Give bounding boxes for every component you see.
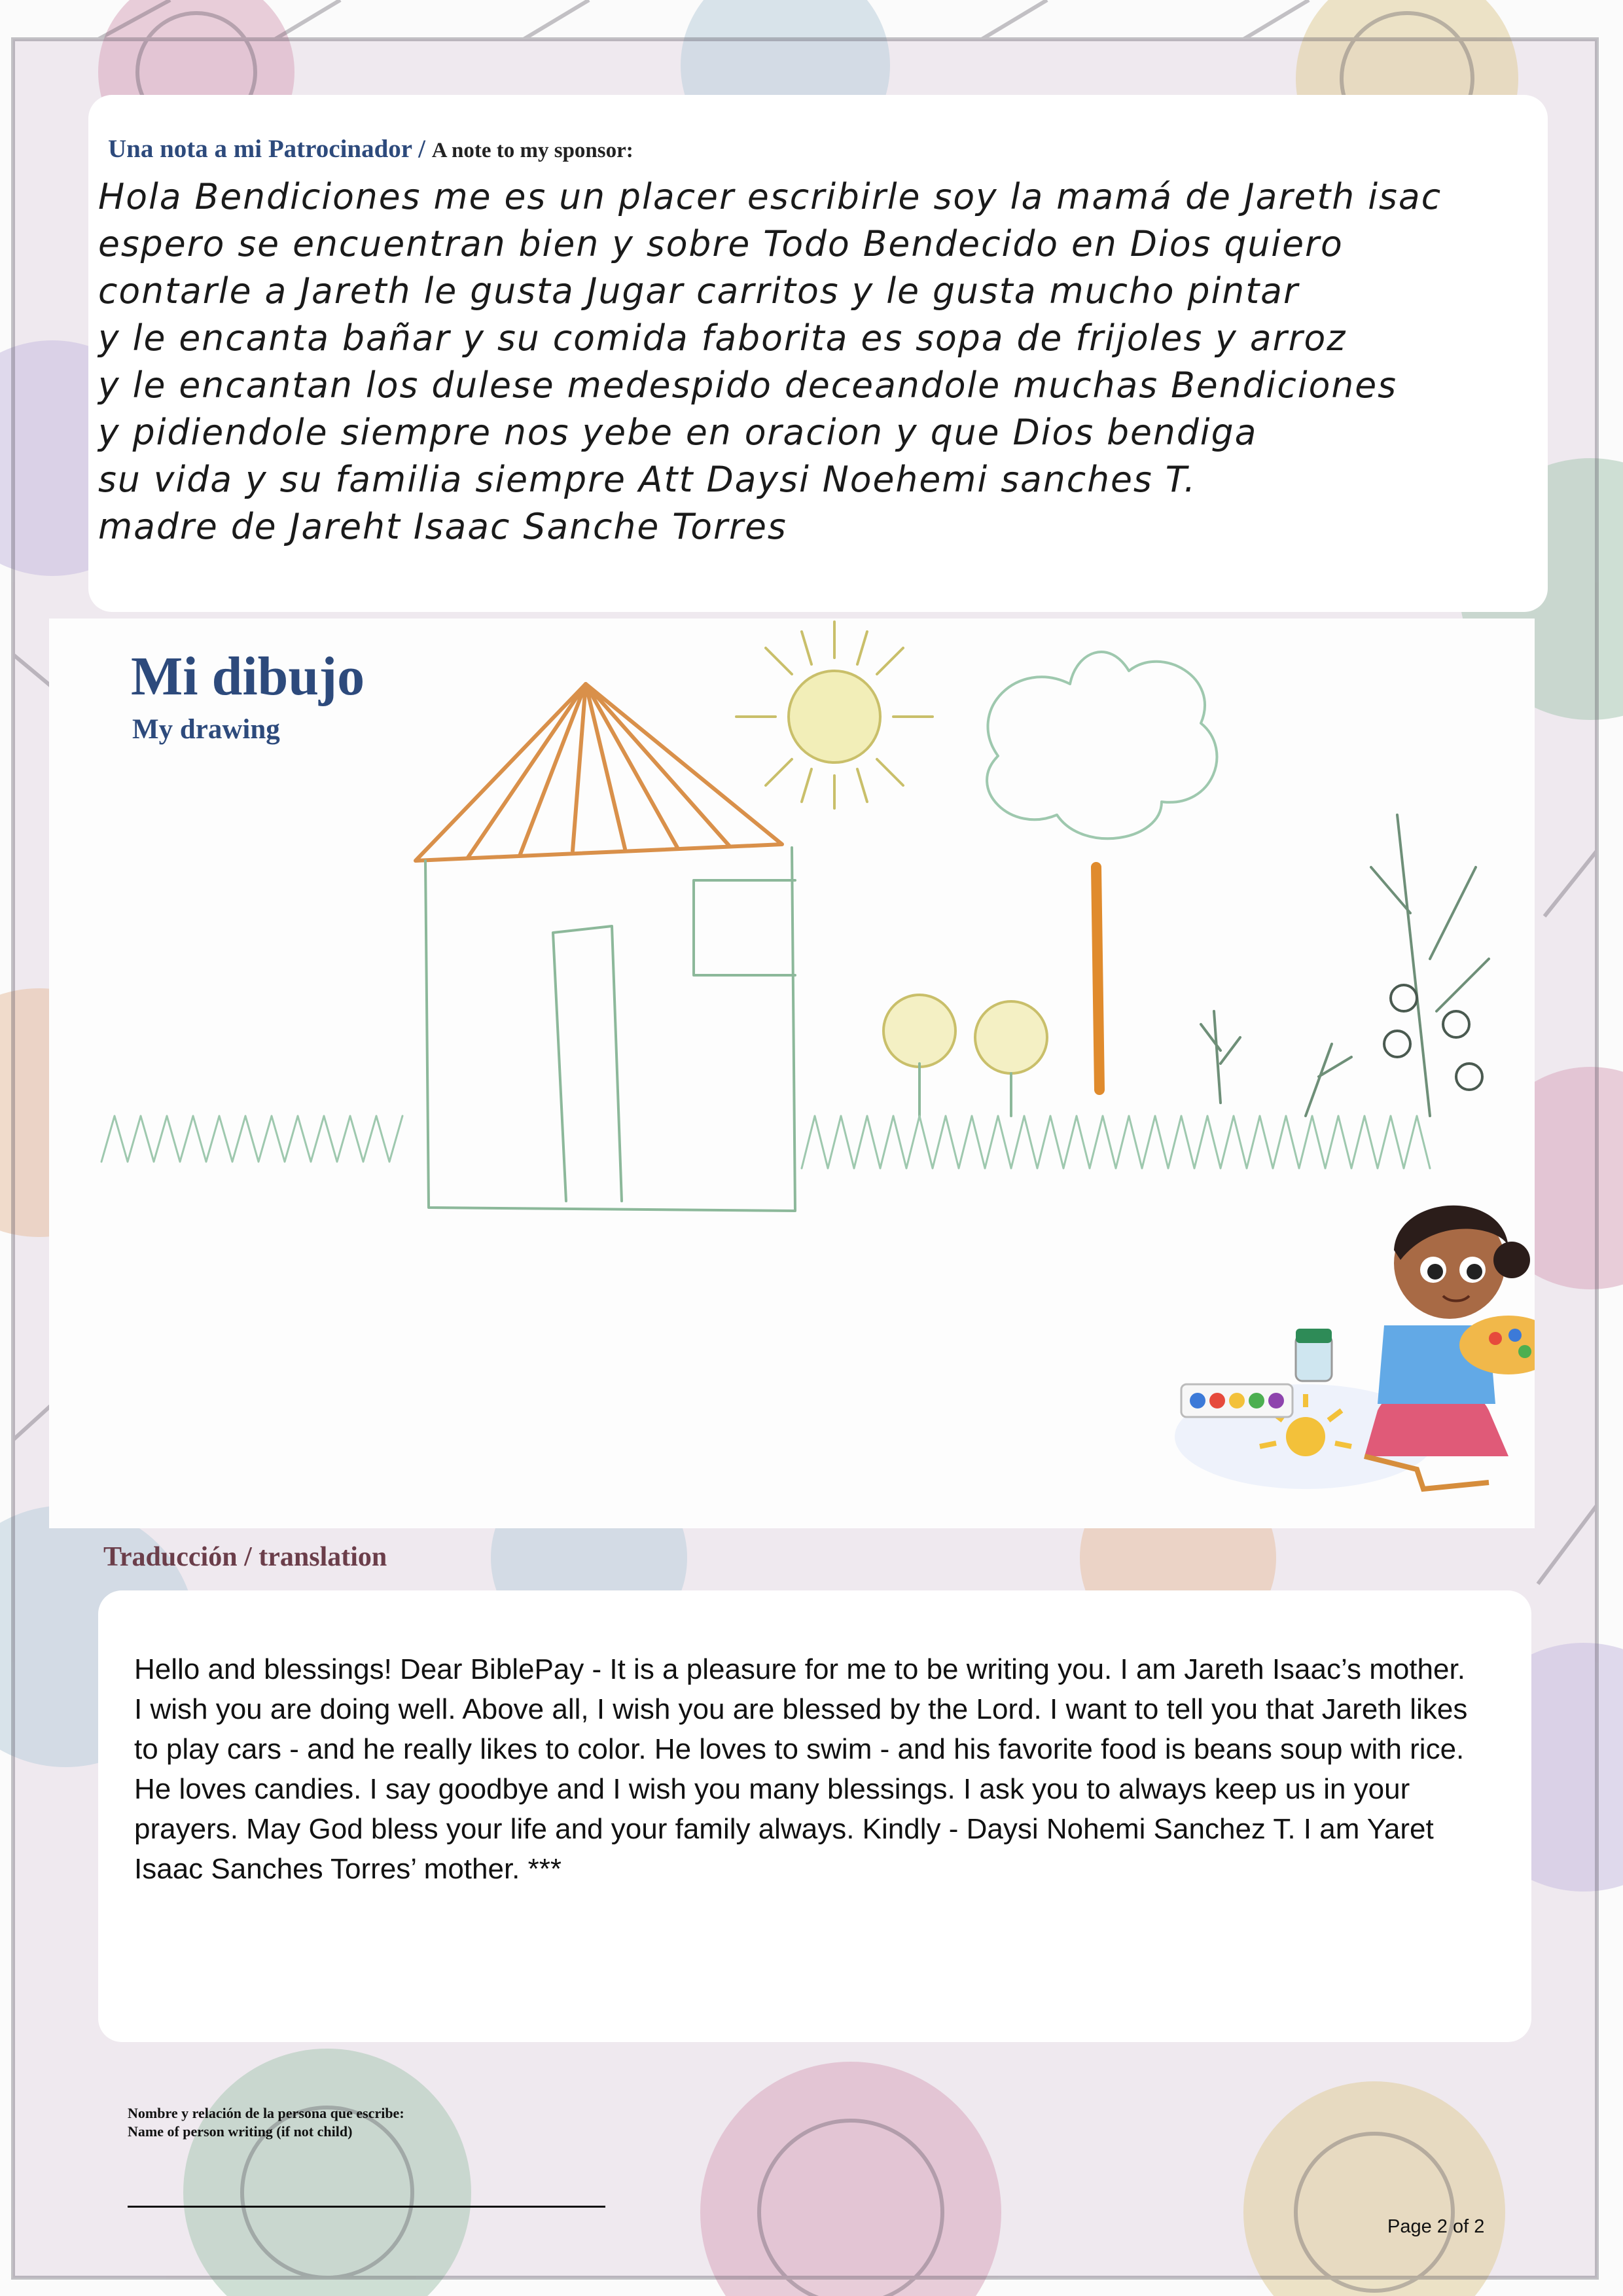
handwritten-line: Hola Bendiciones me es un placer escribirle soy la mamá de Jareth isac bbox=[98, 176, 1442, 217]
handwritten-line: y le encanta bañar y su comida faborita es sopa de frijoles y arroz bbox=[98, 317, 1347, 359]
note-header bbox=[108, 134, 633, 164]
house-walls bbox=[425, 848, 795, 1211]
writer-label-en: Name of person writing (if not child) bbox=[128, 2123, 353, 2140]
handwritten-line: y pidiendole siempre nos yebe en oracion y que Dios bendiga bbox=[98, 412, 1258, 453]
page-number: Page 2 of 2 bbox=[1387, 2216, 1485, 2237]
writer-label-es: Nombre y relación de la persona que escribe: bbox=[128, 2105, 404, 2121]
handwritten-line: su vida y su familia siempre Att Daysi Noehemi sanches T. bbox=[98, 459, 1197, 500]
sun-drawing bbox=[736, 622, 933, 808]
plant-drawing bbox=[1201, 815, 1489, 1116]
drawing-subtitle: My drawing bbox=[132, 714, 280, 745]
handwritten-line: madre de Jareht Isaac Sanche Torres bbox=[98, 506, 787, 547]
note-header-es: Una nota a mi Patrocinador / bbox=[108, 135, 425, 163]
painting-girl-illustration bbox=[1175, 1206, 1535, 1489]
child-drawing bbox=[49, 619, 1535, 1528]
grass-drawing bbox=[101, 1116, 1430, 1168]
handwritten-note bbox=[98, 173, 1538, 550]
handwritten-line: espero se encuentran bien y sobre Todo Bendecido en Dios quiero bbox=[98, 223, 1344, 264]
writer-label bbox=[128, 2104, 404, 2141]
translation-text: Hello and blessings! Dear BiblePay - It is a pleasure for me to be writing you. I am Jareth Isaac’s mother. I wish you are doing well. Above all, I wish you are blessed by the Lord. I want to tell you that Jareth likes to play cars - and he really likes to color. He loves to swim - and his favorite food is beans soup with rice. He loves candies. I say goodbye and I wish you many blessings. I ask you to always keep us in your prayers. May God bless your life and your family always. Kindly - Daysi Nohemi Sanchez T. I am Yaret Isaac Sanches Torres’ mother. *** bbox=[134, 1653, 1468, 1885]
translation-header: Traducción / translation bbox=[103, 1542, 387, 1572]
house-roof bbox=[416, 684, 782, 861]
handwritten-line: y le encantan los dulese medespido deceandole muchas Bendiciones bbox=[98, 365, 1398, 406]
note-header-en: A note to my sponsor: bbox=[431, 139, 633, 162]
handwritten-line: contarle a Jareth le gusta Jugar carritos y le gusta mucho pintar bbox=[98, 270, 1299, 312]
bush-drawing bbox=[883, 995, 1047, 1116]
writer-signature-line bbox=[128, 2206, 605, 2208]
drawing-title: Mi dibujo bbox=[131, 646, 365, 707]
